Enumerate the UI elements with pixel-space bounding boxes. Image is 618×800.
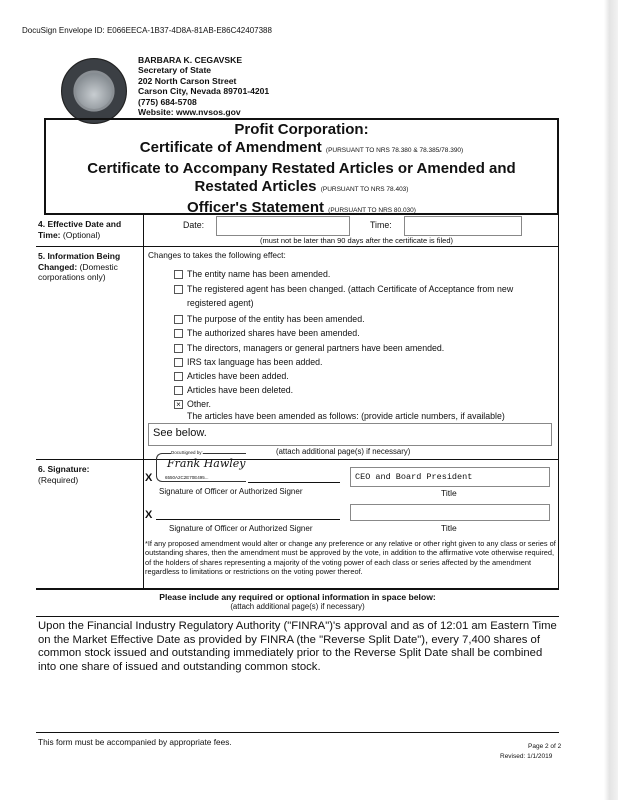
title-line: Restated Articles	[194, 178, 317, 195]
checkbox-label: Articles have been added.	[187, 371, 289, 381]
section-information-changed	[36, 247, 559, 460]
office-phone: (775) 684-5708	[138, 96, 197, 107]
section-label: Changed:	[38, 261, 78, 272]
checkbox[interactable]	[174, 315, 183, 324]
checkbox[interactable]	[174, 344, 183, 353]
envelope-id: DocuSign Envelope ID: E066EECA-1B37-4D8A-81AB-E86C42407388	[22, 26, 272, 35]
checkbox[interactable]	[174, 386, 183, 395]
date-label: Date:	[183, 220, 205, 230]
checkbox[interactable]	[174, 372, 183, 381]
optional-note: (Optional)	[62, 229, 101, 240]
statute-ref: (PURSUANT TO NRS 80.030)	[328, 207, 416, 214]
amended-note: The articles have been amended as follows: (provide article numbers, if available)	[187, 411, 505, 421]
statute-ref: (PURSUANT TO NRS 78.380 & 78.385/78.390)	[325, 147, 464, 154]
signature-line-2[interactable]	[156, 519, 340, 520]
section-label: 4. Effective Date and	[38, 219, 122, 229]
office-street: 202 North Carson Street	[138, 75, 237, 86]
office-title: Secretary of State	[138, 65, 212, 76]
docusigned-label: DocuSigned by:	[171, 450, 203, 455]
section-label: 6. Signature:	[38, 464, 90, 474]
signature-x-mark: X	[145, 509, 153, 521]
time-field[interactable]	[404, 216, 522, 236]
checkbox-label: The purpose of the entity has been amended.	[187, 314, 365, 324]
checkbox-label: The directors, managers or general partners have been amended.	[187, 343, 445, 353]
title-field-1[interactable]: CEO and Board President	[350, 467, 550, 487]
checkbox-label: The registered agent has been changed. (attach Certificate of Acceptance from new	[187, 284, 514, 294]
title-line: Certificate of Amendment	[139, 139, 322, 156]
additional-information-text[interactable]: Upon the Financial Industry Regulatory Authority ("FINRA")'s approval and as of 12:01 am Eastern Time on the Market Effective Date as provided by FINRA (the "Reverse Split Date"), every 7,400 shares of common stock issued and outstanding immediately prior to the Reverse Split Date shall be combined into one share of issued and outstanding common stock.	[38, 620, 557, 673]
time-label: Time:	[370, 220, 392, 230]
checkbox-label: Other.	[187, 399, 211, 409]
signature-line	[248, 482, 340, 483]
extra-info-header	[36, 592, 559, 611]
extra-heading: Please include any required or optional information in space below:	[159, 592, 436, 602]
scan-edge	[604, 0, 618, 800]
title-line: Certificate to Accompany Restated Articles or Amended and	[87, 160, 516, 177]
section-effective-date	[36, 215, 559, 247]
required-note: (Required)	[38, 474, 79, 485]
title-label: Title	[441, 488, 457, 498]
changes-intro: Changes to takes the following effect:	[148, 250, 286, 260]
checkbox-label: IRS tax language has been added.	[187, 357, 323, 367]
date-field[interactable]	[216, 216, 350, 236]
docusign-stamp	[156, 450, 246, 482]
nevada-state-seal-logo	[61, 58, 127, 124]
signer-label: Signature of Officer or Authorized Signer	[159, 487, 303, 496]
optional-note: (Domestic corporations only)	[38, 261, 118, 282]
checkbox[interactable]: ×	[174, 400, 183, 409]
form-table	[36, 215, 559, 590]
checkbox-label: Articles have been deleted.	[187, 385, 294, 395]
section-label: Time:	[38, 229, 61, 240]
signature-id: 6550A2C2E70E495...	[165, 475, 209, 480]
checkbox-label: registered agent)	[187, 298, 254, 308]
revision-date: Revised: 1/1/2019	[500, 753, 553, 760]
checkbox[interactable]	[174, 270, 183, 279]
checkbox-label: The authorized shares have been amended.	[187, 328, 360, 338]
amended-articles-field[interactable]: See below.	[148, 423, 552, 446]
checkbox-label: The entity name has been amended.	[187, 269, 331, 279]
checkbox[interactable]	[174, 329, 183, 338]
office-name: BARBARA K. CEGAVSKE	[138, 55, 243, 65]
form-title	[44, 118, 559, 215]
office-info	[138, 55, 269, 117]
section-label: 5. Information Being	[38, 251, 121, 261]
fees-note: This form must be accompanied by appropriate fees.	[38, 737, 232, 747]
statute-ref: (PURSUANT TO NRS 78.403)	[320, 186, 409, 193]
amendment-footnote: *If any proposed amendment would alter or change any preference or any relative or other right given to any class or series of outstanding shares, then the amendment must be approved by the vote, in addition to the affirmative vote otherwise required, of the holders of shares representing a majority of the voting power of each class or series affected by the amendment regardless to limitations or restrictions on the voting power thereof.	[145, 539, 556, 576]
office-website: Website: www.nvsos.gov	[138, 107, 241, 118]
checkbox[interactable]	[174, 285, 183, 294]
extra-attach-note: (attach additional page(s) if necessary)	[230, 602, 365, 611]
date-note: (must not be later than 90 days after the certificate is filed)	[260, 236, 454, 245]
signature-1[interactable]: Frank Hawley	[167, 457, 246, 470]
page-number: Page 2 of 2	[528, 743, 562, 750]
title-line: Officer's Statement	[187, 199, 324, 216]
title-line: Profit Corporation:	[234, 121, 369, 138]
signature-x-mark: X	[145, 472, 153, 484]
title-label: Title	[441, 523, 457, 533]
office-city: Carson City, Nevada 89701-4201	[138, 86, 270, 97]
signer-label: Signature of Officer or Authorized Signer	[169, 524, 313, 533]
attach-note: (attach additional page(s) if necessary)	[276, 447, 411, 456]
title-field-2[interactable]	[350, 504, 550, 521]
checkbox[interactable]	[174, 358, 183, 367]
